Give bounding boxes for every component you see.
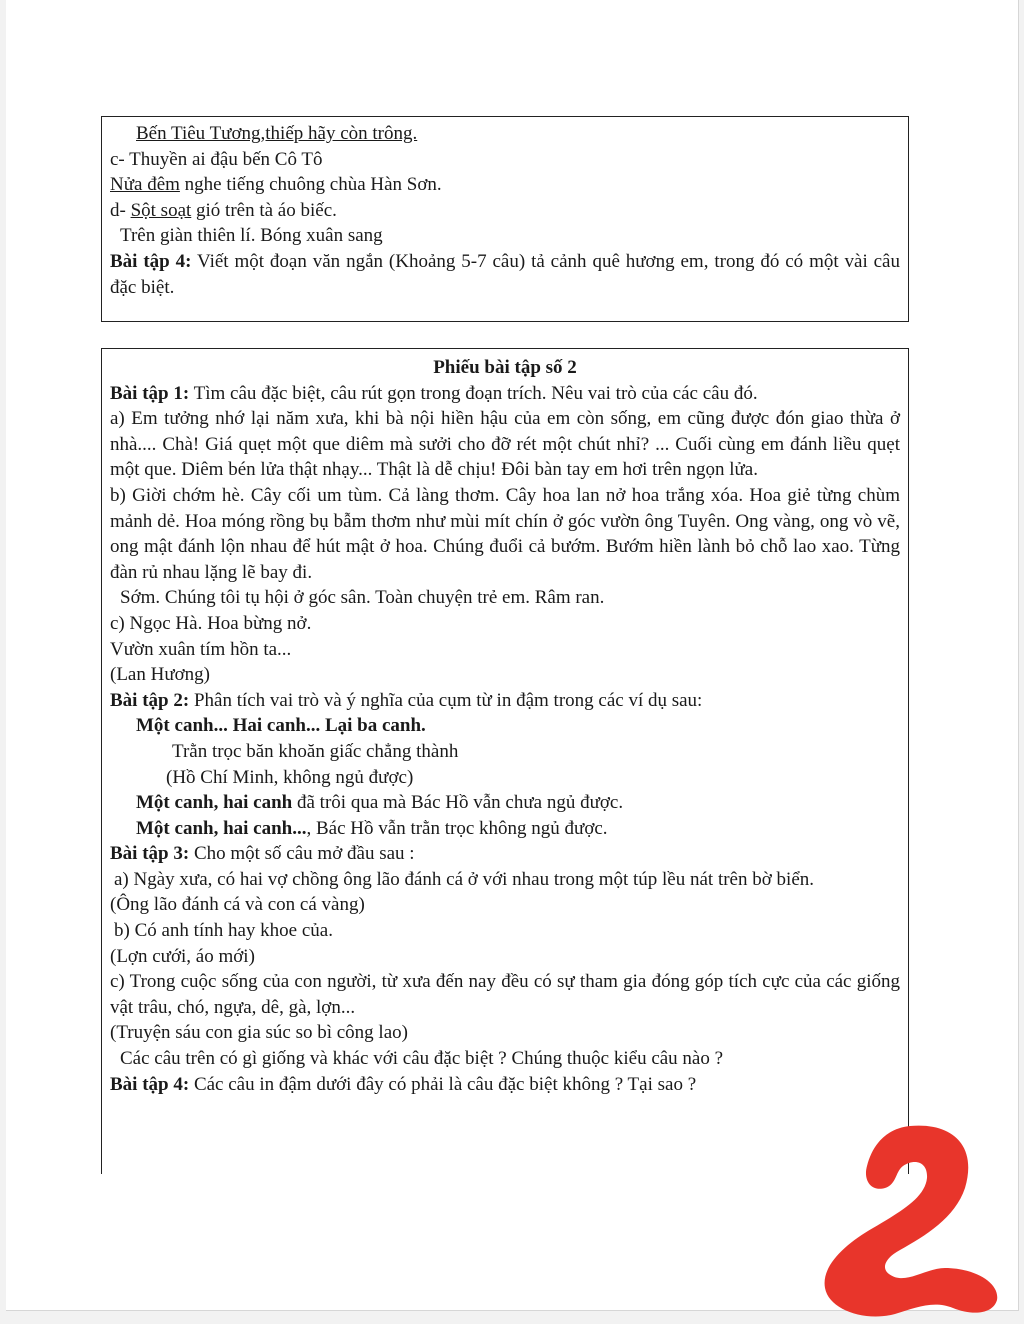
passage-c-line: Vườn xuân tím hồn ta... xyxy=(110,638,292,660)
exercise-text: Các câu in đậm dưới đây có phải là câu đặc biệt không ? Tại sao ? xyxy=(189,1073,697,1095)
poem-text: nghe tiếng chuông chùa Hàn Sơn. xyxy=(179,174,442,196)
worksheet-title: Phiếu bài tập số 2 xyxy=(433,357,577,378)
poem-line: Bến Tiêu Tương,thiếp hãy còn trông. xyxy=(136,123,418,144)
passage-b-continued: Sớm. Chúng tôi tụ hội ở góc sân. Toàn chuyện trẻ em. Râm ran. xyxy=(120,587,605,609)
poem-line xyxy=(110,198,900,224)
sentence-text: đã trôi qua mà Bác Hồ vẫn chưa ngủ được. xyxy=(292,792,624,814)
red-brush-stroke xyxy=(825,1126,998,1317)
passage-c-line: c) Ngọc Hà. Hoa bừng nở. xyxy=(110,612,312,634)
opening-sentence-a: a) Ngày xưa, có hai vợ chồng ông lão đánh cá ở với nhau trong một túp lều nát trên bờ biển. xyxy=(114,868,815,890)
exercise-label: Bài tập 2: xyxy=(110,689,190,711)
opening-sentence-c: c) Trong cuộc sống của con người, từ xưa đến nay đều có sự tham gia đóng góp tích cực của các giống vật trâu, chó, ngựa, dê, gà, lợn... xyxy=(110,971,900,1018)
exercise-text: Phân tích vai trò và ý nghĩa của cụm từ in đậm trong các ví dụ sau: xyxy=(189,689,703,711)
source-a: (Ông lão đánh cá và con cá vàng) xyxy=(110,894,365,916)
passage-a: a) Em tưởng nhớ lại năm xưa, khi bà nội hiền hậu của em còn sống, em cũng được đón giao thừa ở nhà.... Chà! Giá quẹt một que diêm mà sưởi cho đỡ rét một chút nhỉ? ... Cuối cùng em đánh liều quẹt một que. Diêm bén lửa thật nhạy... Thật là dễ chịu! Đôi bàn tay em hơi trên ngọn lửa. xyxy=(110,408,900,481)
poem-line: Trên giàn thiên lí. Bóng xuân sang xyxy=(120,225,383,247)
exercise-label: Bài tập 1: xyxy=(110,382,190,404)
exercise-text: Viết một đoạn văn ngắn (Khoảng 5-7 câu) tả cảnh quê hương em, trong đó có một vài câu đặc biệt. xyxy=(110,250,900,298)
exercise-label: Bài tập 3: xyxy=(110,843,190,865)
exercise-label: Bài tập 4: xyxy=(110,1073,190,1095)
bold-phrase: Một canh, hai canh xyxy=(136,792,293,814)
exercise-2-paragraph xyxy=(110,688,900,714)
exercise-box-1 xyxy=(101,116,909,322)
poem-line: Trằn trọc băn khoăn giấc chẳng thành xyxy=(172,740,459,762)
poem-text: gió trên tà áo biếc. xyxy=(191,199,337,221)
exercise-text: Tìm câu đặc biệt, câu rút gọn trong đoạn trích. Nêu vai trò của các câu đó. xyxy=(189,382,758,404)
item-label: d- xyxy=(110,199,131,221)
exercise-1-paragraph xyxy=(110,381,900,407)
underlined-phrase: Sột soạt xyxy=(130,199,192,221)
red-number-two-mark xyxy=(815,1118,1005,1318)
passage-b: b) Giời chớm hè. Cây cối um tùm. Cả làng thơm. Cây hoa lan nở hoa trắng xóa. Hoa giẻ từng chùm mảnh dẻ. Hoa móng rồng bụ bẫm thơm như mùi mít chín ở góc vườn ông Tuyên. Ong vàng, ong vò vẽ, ong mật đánh lộn nhau để hút mật ở hoa. Chúng đuổi cả bướm. Bướm hiền lành bỏ chỗ lao xao. Từng đàn rủ nhau lặng lẽ bay đi. xyxy=(110,484,900,583)
underlined-phrase: Nửa đêm xyxy=(110,174,180,196)
source-c: (Truyện sáu con gia súc so bì công lao) xyxy=(110,1022,408,1044)
example-sentence xyxy=(110,816,900,842)
exercise-4-paragraph xyxy=(110,249,900,300)
exercise-box-2 xyxy=(101,348,909,1174)
exercise-4-paragraph xyxy=(110,1072,900,1098)
poem-line-bold: Một canh... Hai canh... Lại ba canh. xyxy=(136,715,426,737)
poem-source: (Hồ Chí Minh, không ngủ được) xyxy=(166,766,414,788)
exercise-3-paragraph xyxy=(110,841,900,867)
exercise-label: Bài tập 4: xyxy=(110,250,192,272)
poem-line xyxy=(110,172,900,198)
sentence-text: , Bác Hồ vẫn trằn trọc không ngủ được. xyxy=(306,817,608,839)
bold-phrase: Một canh, hai canh... xyxy=(136,817,307,839)
exercise-3-question: Các câu trên có gì giống và khác với câu đặc biệt ? Chúng thuộc kiểu câu nào ? xyxy=(120,1048,724,1070)
exercise-text: Cho một số câu mở đầu sau : xyxy=(189,843,415,865)
document-page xyxy=(6,0,1019,1311)
opening-sentence-b: b) Có anh tính hay khoe của. xyxy=(114,920,333,942)
source-b: (Lợn cưới, áo mới) xyxy=(110,945,255,967)
passage-c-source: (Lan Hương) xyxy=(110,664,211,686)
example-sentence xyxy=(110,790,900,816)
poem-line: c- Thuyền ai đậu bến Cô Tô xyxy=(110,148,323,170)
